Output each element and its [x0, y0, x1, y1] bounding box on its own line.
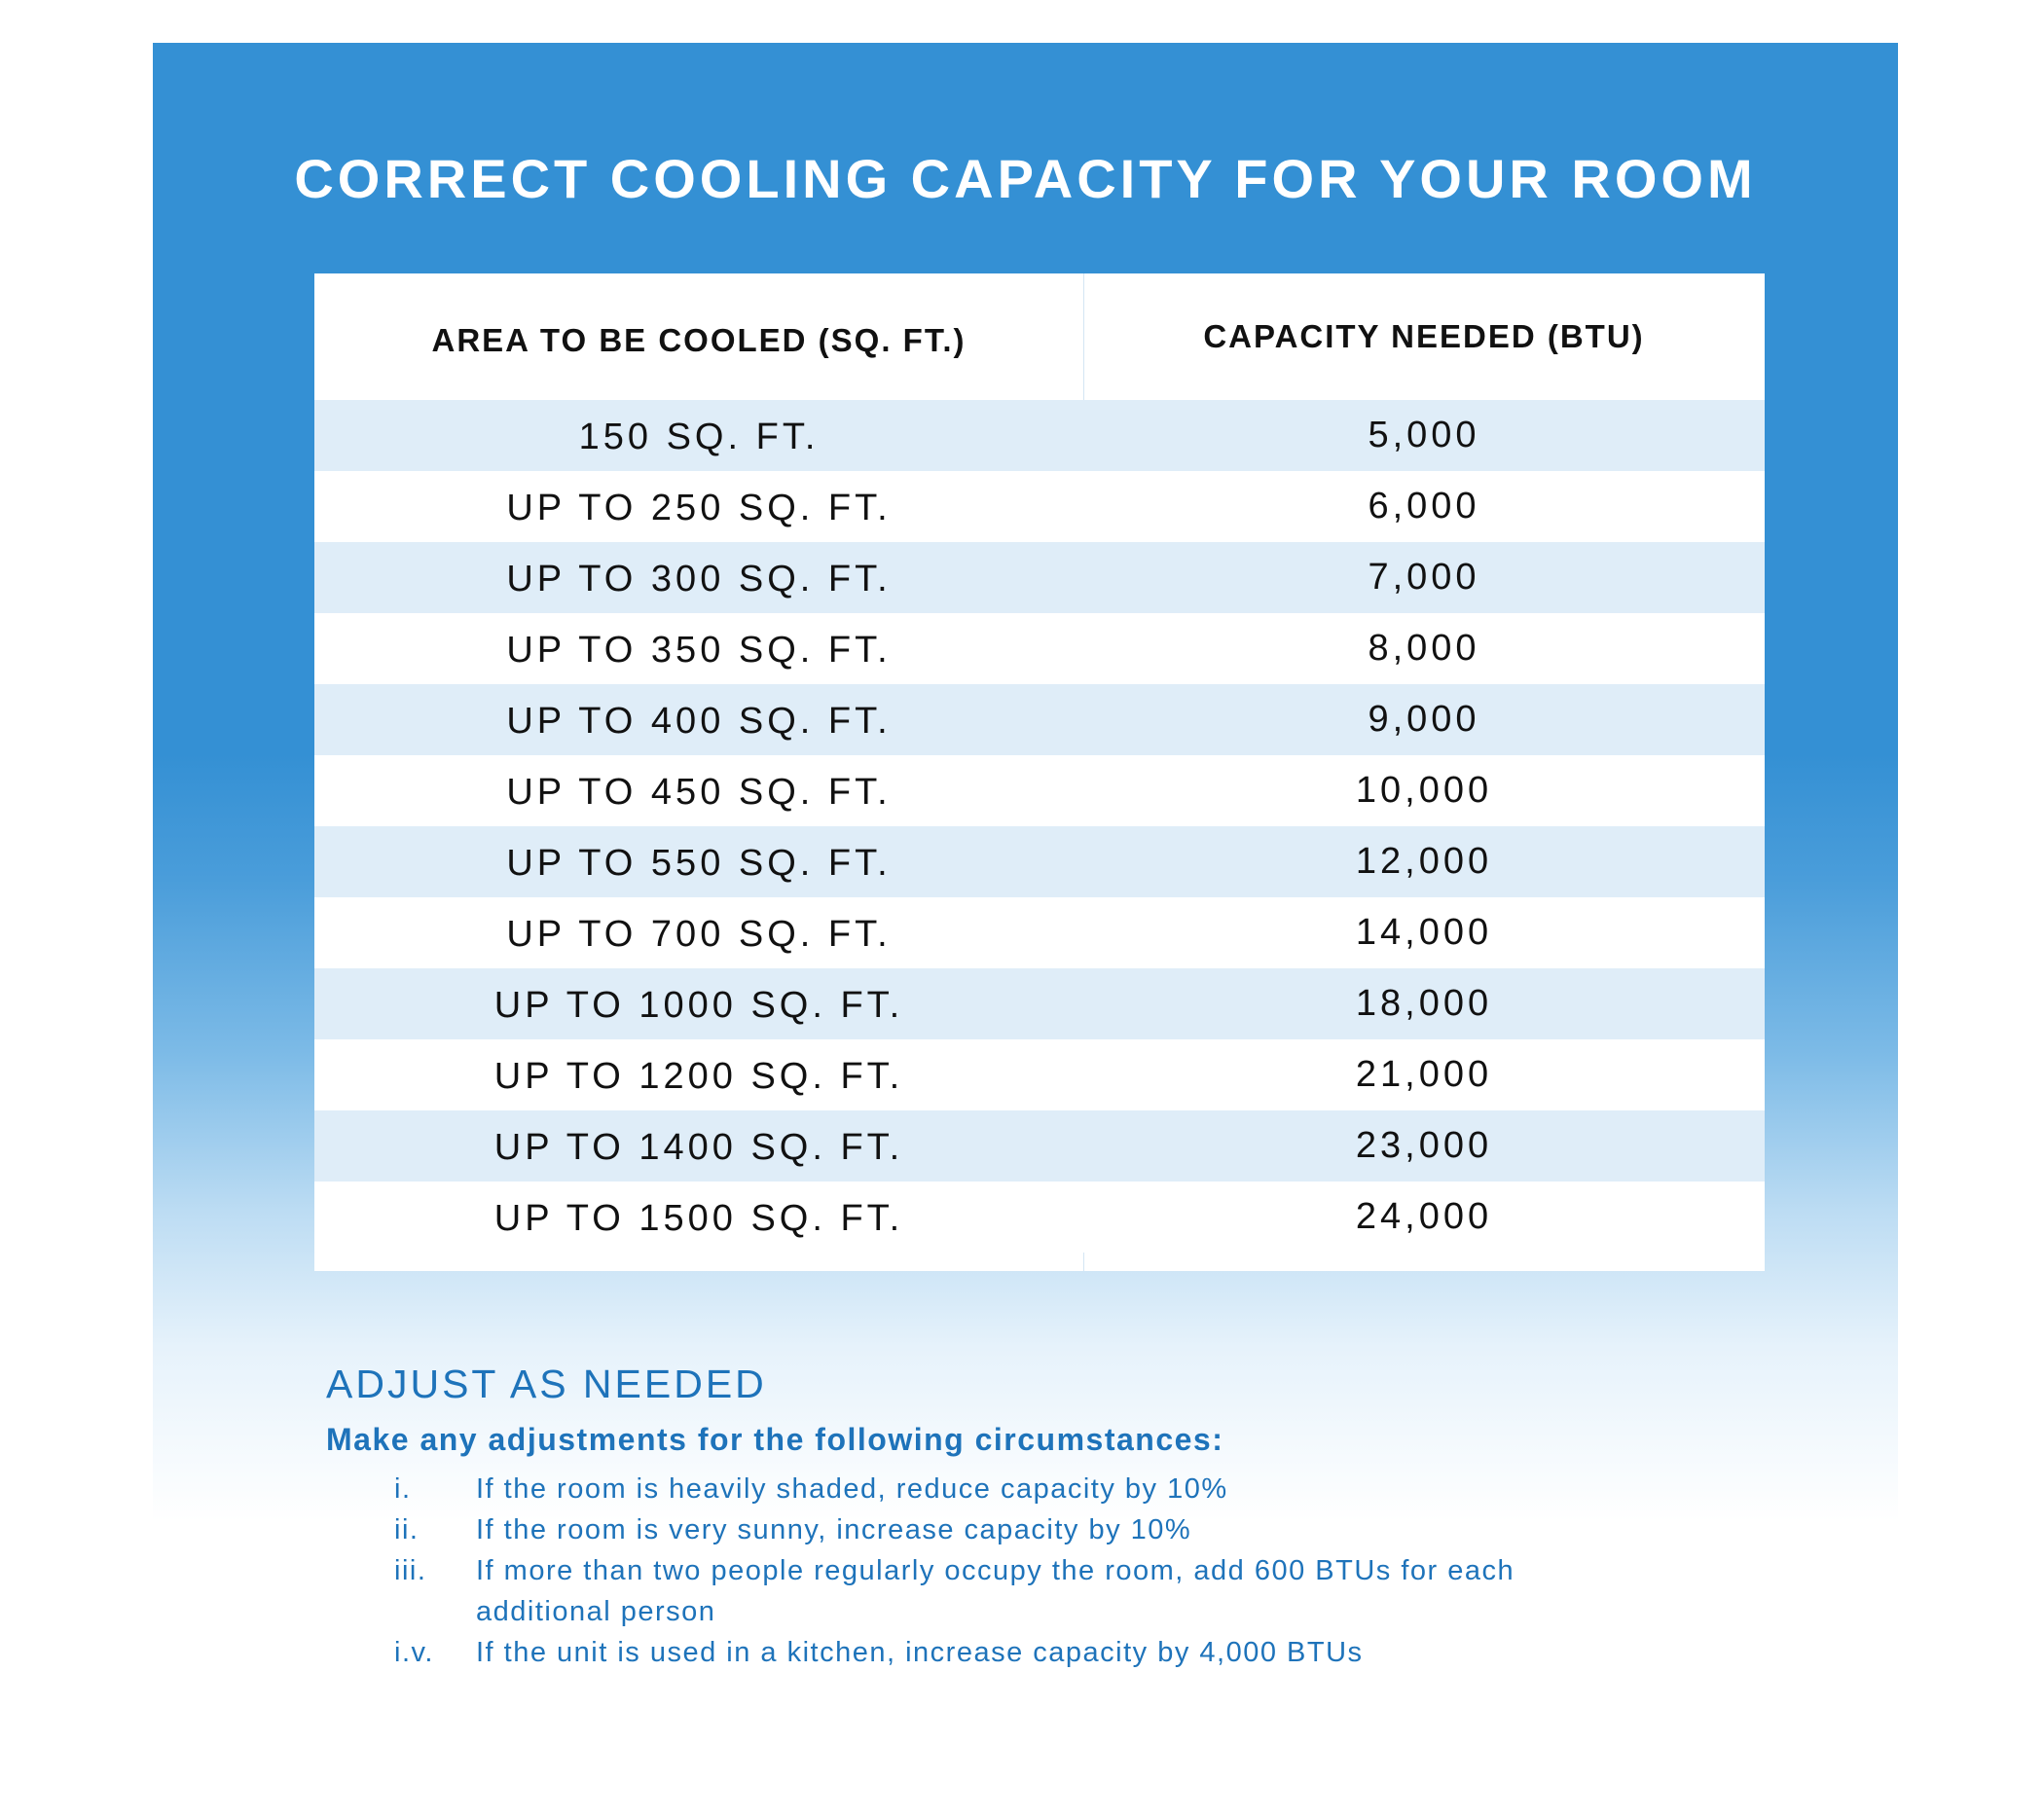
area-cell: UP TO 300 SQ. FT. — [506, 559, 892, 600]
list-item-text: If the room is very sunny, increase capacity by 10% — [476, 1514, 1192, 1545]
capacity-cell: 18,000 — [1355, 983, 1493, 1024]
table-row — [314, 1181, 1765, 1253]
list-item-text: If more than two people regularly occupy the room, add 600 BTUs for each additional person — [476, 1555, 1515, 1627]
list-item — [394, 1469, 1547, 1509]
adjust-subtitle: Make any adjustments for the following circumstances: — [326, 1422, 1224, 1457]
table-row — [314, 897, 1765, 968]
area-cell: UP TO 550 SQ. FT. — [506, 843, 892, 884]
cooling-capacity-panel — [153, 43, 1898, 1736]
header-area: AREA TO BE COOLED (SQ. FT.) — [431, 322, 967, 358]
table-row — [314, 684, 1765, 755]
capacity-cell: 21,000 — [1355, 1054, 1493, 1095]
header-capacity: CAPACITY NEEDED (BTU) — [1203, 318, 1645, 354]
area-cell: UP TO 450 SQ. FT. — [506, 772, 892, 813]
capacity-cell: 10,000 — [1355, 770, 1493, 811]
area-cell: UP TO 1000 SQ. FT. — [493, 985, 904, 1026]
area-cell: UP TO 1500 SQ. FT. — [493, 1198, 904, 1239]
table-body — [314, 400, 1765, 1253]
capacity-table — [314, 273, 1765, 1271]
table-row — [314, 755, 1765, 826]
table-row — [314, 826, 1765, 897]
list-item-text: If the room is heavily shaded, reduce capacity by 10% — [476, 1473, 1228, 1505]
list-item — [394, 1632, 1547, 1673]
list-item — [394, 1550, 1547, 1632]
capacity-cell: 9,000 — [1368, 699, 1480, 740]
table-row — [314, 400, 1765, 471]
table-header-row — [314, 273, 1765, 400]
list-item-number: iii. — [394, 1555, 427, 1586]
capacity-cell: 5,000 — [1368, 415, 1480, 455]
table-row — [314, 1110, 1765, 1181]
adjust-title: ADJUST AS NEEDED — [326, 1362, 767, 1406]
area-cell: 150 SQ. FT. — [578, 417, 820, 457]
page-title: CORRECT COOLING CAPACITY FOR YOUR ROOM — [294, 148, 1757, 209]
capacity-cell: 14,000 — [1355, 912, 1493, 953]
area-cell: UP TO 250 SQ. FT. — [506, 488, 892, 528]
list-item — [394, 1509, 1547, 1550]
capacity-cell: 8,000 — [1368, 628, 1480, 669]
table-row — [314, 968, 1765, 1039]
capacity-cell: 24,000 — [1355, 1196, 1493, 1237]
capacity-cell: 7,000 — [1368, 557, 1480, 598]
capacity-cell: 6,000 — [1368, 486, 1480, 527]
list-item-text: If the unit is used in a kitchen, increase capacity by 4,000 BTUs — [476, 1637, 1364, 1668]
area-cell: UP TO 350 SQ. FT. — [506, 630, 892, 671]
list-item-number: i. — [394, 1473, 412, 1505]
area-cell: UP TO 700 SQ. FT. — [506, 914, 892, 955]
capacity-cell: 23,000 — [1355, 1125, 1493, 1166]
area-cell: UP TO 1200 SQ. FT. — [493, 1056, 904, 1097]
capacity-cell: 12,000 — [1355, 841, 1493, 882]
table-row — [314, 1039, 1765, 1110]
table-row — [314, 542, 1765, 613]
list-item-number: ii. — [394, 1514, 420, 1545]
area-cell: UP TO 1400 SQ. FT. — [493, 1127, 904, 1168]
table-row — [314, 613, 1765, 684]
list-item-number: i.v. — [394, 1637, 434, 1668]
table-row — [314, 471, 1765, 542]
adjust-section — [326, 1364, 1547, 1673]
adjust-list — [326, 1469, 1547, 1673]
area-cell: UP TO 400 SQ. FT. — [506, 701, 892, 742]
